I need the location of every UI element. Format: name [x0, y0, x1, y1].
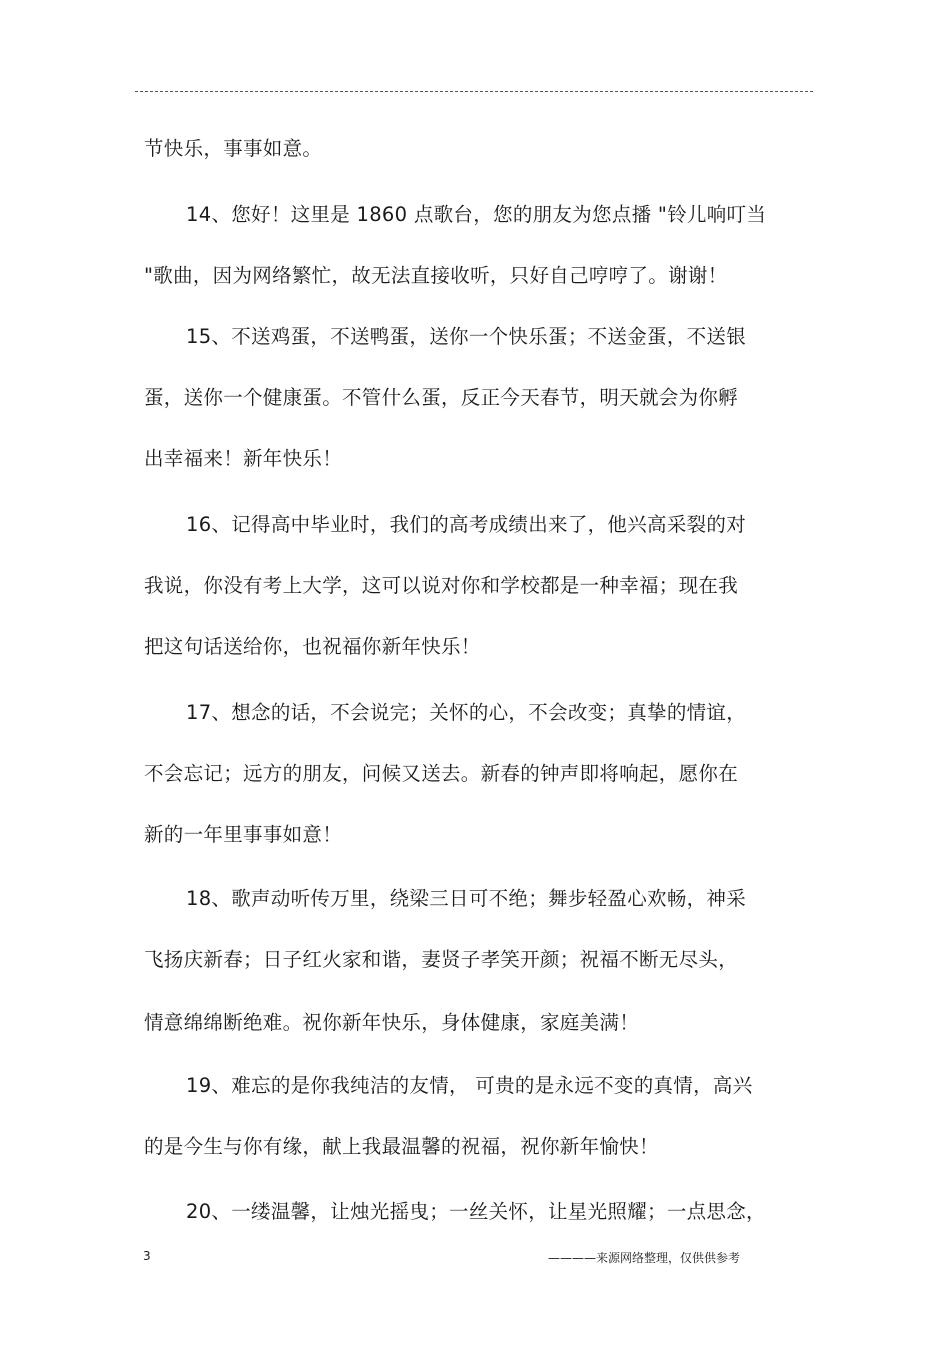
text-line: 的是今生与你有缘，献上我最温馨的祝福，祝你新年愉快！ [144, 1135, 659, 1158]
page-number: 3 [143, 1249, 151, 1263]
text-line: 17、想念的话，不会说完；关怀的心，不会改变；真挚的情谊， [186, 701, 747, 724]
text-line: 14、您好！这里是 1860 点歌台，您的朋友为您点播 "铃儿响叮当 [186, 203, 767, 226]
footer-note: ————来源网络整理，仅供供参考 [548, 1251, 741, 1265]
text-line: 我说，你没有考上大学，这可以说对你和学校都是一种幸福；现在我 [144, 574, 739, 597]
text-line: 19、难忘的是你我纯洁的友情， 可贵的是永远不变的真情，高兴 [186, 1074, 753, 1097]
text-line: 节快乐，事事如意。 [144, 137, 323, 160]
text-line: 不会忘记；远方的朋友，问候又送去。新春的钟声即将响起，愿你在 [144, 762, 739, 785]
text-line: 16、记得高中毕业时，我们的高考成绩出来了，他兴高采裂的对 [186, 513, 747, 536]
text-line: 出幸福来！新年快乐！ [144, 447, 343, 470]
text-line: 新的一年里事事如意！ [144, 823, 343, 846]
text-line: "歌曲，因为网络繁忙，故无法直接收听，只好自己哼哼了。谢谢！ [144, 264, 728, 287]
text-line: 蛋，送你一个健康蛋。不管什么蛋，反正今天春节，明天就会为你孵 [144, 386, 739, 409]
text-line: 20、一缕温馨，让烛光摇曳；一丝关怀，让星光照耀；一点思念， [186, 1200, 766, 1223]
text-line: 18、歌声动听传万里，绕梁三日可不绝；舞步轻盈心欢畅，神采 [186, 887, 747, 910]
text-line: 飞扬庆新春；日子红火家和谐，妻贤子孝笑开颜；祝福不断无尽头， [144, 948, 739, 971]
text-line: 把这句话送给你，也祝福你新年快乐！ [144, 635, 481, 658]
text-line: 情意绵绵断绝难。祝你新年快乐，身体健康，家庭美满！ [144, 1011, 640, 1034]
header-divider [135, 91, 813, 92]
text-line: 15、不送鸡蛋，不送鸭蛋，送你一个快乐蛋；不送金蛋，不送银 [186, 325, 747, 348]
